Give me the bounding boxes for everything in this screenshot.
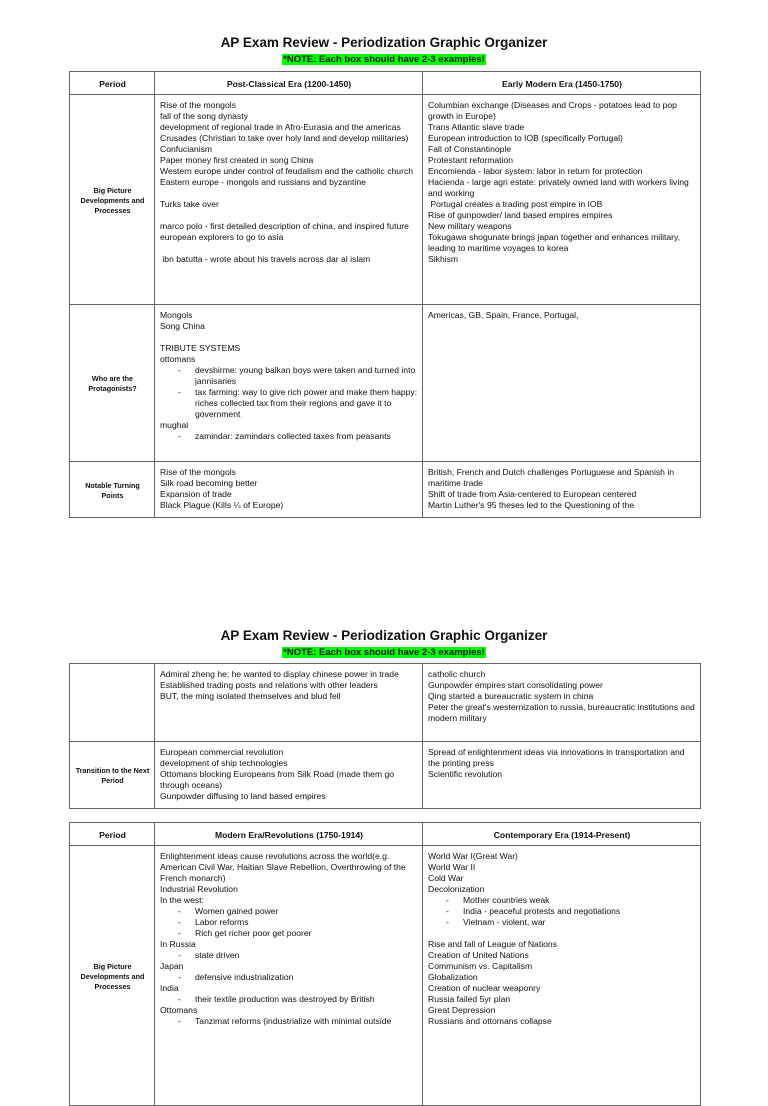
text-line: In Russia [160,939,196,949]
text-line: BUT, the ming isolated themselves and blud fell [160,691,341,701]
text-line: Decolonization [428,884,485,894]
text-line: Globalization [428,972,478,982]
row-label-protagonists: Who are the Protagonists? [70,305,155,462]
text-line: European commercial revolution [160,747,284,757]
bullet-item: - Rich get richer poor get poorer [160,928,418,939]
post-classical-turning-points [155,462,423,518]
text-line: Shift of trade from Asia-centered to European centered [428,489,637,499]
text-line: Trans Atlantic slave trade [428,122,525,132]
text-line: Ottomans blocking Europeans from Silk Road (made them go through oceans) [160,769,395,790]
early-modern-protagonists [423,305,701,462]
bullet-item: - defensive industrialization [160,972,418,983]
organizer-table-2-bottom [69,822,701,1106]
contemporary-era-lines [428,851,696,1027]
text-line: Scientific revolution [428,769,503,779]
text-line: Hacienda - large agri estate: privately owned land with workers living and working [428,177,689,198]
text-line: Turks take over [160,199,219,209]
text-line: Cold War [428,873,464,883]
page-1-note [0,54,768,65]
text-line: Eastern europe - mongols and russians and byzantine [160,177,366,187]
row-label-transition: Transition to the Next Period [70,742,155,809]
text-line: Communism vs. Capitalism [428,961,533,971]
text-line: Columbian exchange (Diseases and Crops - potatoes lead to pop growth in Europe) [428,100,677,121]
row-label-big-picture: Big Picture Developments and Processes [70,95,155,305]
text-line: Protestant reformation [428,155,514,165]
page-2-note [0,647,768,658]
period-header: Period [70,823,155,846]
period-header: Period [70,72,155,95]
bullet-item: - state driven [160,950,418,961]
text-line: Admiral zheng he; he wanted to display chinese power in trade [160,669,399,679]
text-line: Established trading posts and relations with other leaders [160,680,378,690]
note-highlight: *NOTE: Each box should have 2-3 examples! [283,54,485,65]
blank-line [160,243,418,254]
text-line: Creation of nuclear weaponry [428,983,541,993]
text-line: Rise of the mongols [160,100,236,110]
text-line: catholic church [428,669,486,679]
text-line: Peter the great's westernization to russia, bureaucratic institutions and modern military [428,702,695,723]
early-modern-big-picture [423,95,701,305]
text-line: World War II [428,862,476,872]
text-line: New military weapons [428,221,512,231]
post-classical-transition [155,742,423,809]
text-line: development of ship technologies [160,758,288,768]
text-line: Crusades (Christian to take over holy land and develop militaries) [160,133,409,143]
contemporary-era-big-picture [423,846,701,1106]
text-line: Fall of Constantinople [428,144,512,154]
post-classical-protagonists [155,305,423,462]
row-label-blank [70,664,155,742]
bullet-item: - Women gained power [160,906,418,917]
bullet-item: - their textile production was destroyed by British [160,994,418,1005]
text-line: Americas, GB, Spain, France, Portugal, [428,310,579,320]
text-line: Portugal creates a trading post empire in IOB [428,199,603,209]
text-line: Encomienda - labor system: labor in return for protection [428,166,643,176]
text-line: development of regional trade in Afro-Eurasia and the americas [160,122,401,132]
row-label-turning-points: Notable Turning Points [70,462,155,518]
blank-line [160,332,418,343]
text-line: Black Plague (Kills ¼ of Europe) [160,500,284,510]
row-label-big-picture: Big Picture Developments and Processes [70,846,155,1106]
post-classical-big-picture [155,95,423,305]
text-line: Creation of United Nations [428,950,529,960]
text-line: ibn batutta - wrote about his travels across dar al islam [160,254,371,264]
text-line: fall of the song dynasty [160,111,248,121]
organizer-table-2-top [69,663,701,809]
text-line: Western europe under control of feudalism and the catholic church [160,166,414,176]
text-line: Rise and fall of League of Nations [428,939,557,949]
text-line: Enlightenment ideas cause revolutions across the world(e.g. American Civil War, Haitian Slave Rebellion, Overthrowing of the French monarch) [160,851,406,883]
text-line: Expansion of trade [160,489,232,499]
text-line: Silk road becoming better [160,478,258,488]
text-line: Gunpowder empires start consolidating power [428,680,603,690]
blank-line [160,210,418,221]
text-line: Paper money first created in song China [160,155,314,165]
bullet-item: - Tanzimat reforms (industrialize with minimal outside [160,1016,418,1027]
text-line: Song China [160,321,205,331]
post-classical-header: Post-Classical Era (1200-1450) [155,72,423,95]
modern-era-header: Modern Era/Revolutions (1750-1914) [155,823,423,846]
text-line: ottomans [160,354,196,364]
text-line: mughal [160,420,189,430]
text-line: European introduction to IOB (specifically Portugal) [428,133,623,143]
text-line: marco polo - first detailed description of china, and inspired future european explorers to go to asia [160,221,409,242]
text-line: Sikhism [428,254,459,264]
text-line: Spread of enlightenment ideas via innovations in transportation and the printing press [428,747,685,768]
blank-line [428,928,696,939]
contemporary-era-header: Contemporary Era (1914-Present) [423,823,701,846]
bullet-item: - zamindar: zamindars collected taxes from peasants [160,431,418,442]
text-line: India [160,983,179,993]
early-modern-turning-points-cont [423,664,701,742]
text-line: Japan [160,961,184,971]
text-line: Russians and ottomans collapse [428,1016,552,1026]
text-line: Great Depression [428,1005,496,1015]
post-classical-turning-points-cont [155,664,423,742]
early-modern-turning-points [423,462,701,518]
blank-line [160,188,418,199]
note-highlight: *NOTE: Each box should have 2-3 examples! [283,647,485,658]
page-1-title: AP Exam Review - Periodization Graphic Organizer [220,35,548,50]
text-line: In the west: [160,895,204,905]
early-modern-header: Early Modern Era (1450-1750) [423,72,701,95]
text-line: British, French and Dutch challenges Portuguese and Spanish in maritime trade [428,467,675,488]
text-line: Russia failed 5yr plan [428,994,511,1004]
text-line: Industrial Revolution [160,884,238,894]
bullet-item: - India - peaceful protests and negotiations [428,906,696,917]
text-line: Mongols [160,310,193,320]
bullet-item: - Labor reforms [160,917,418,928]
bullet-item: - tax farming: way to give rich power and make them happy: riches collected tax from their regions and gave it to government [160,387,418,420]
bullet-item: - Vietnam - violent, war [428,917,696,928]
modern-era-big-picture [155,846,423,1106]
text-line: Rise of the mongols [160,467,236,477]
early-modern-transition [423,742,701,809]
text-line: Qing started a bureaucratic system in china [428,691,594,701]
text-line: World War I(Great War) [428,851,518,861]
bullet-item: - devshirme: young balkan boys were taken and turned into jannisaries [160,365,418,387]
text-line: Gunpowder diffusing to land based empires [160,791,326,801]
text-line: Martin Luther's 95 theses led to the Questioning of the [428,500,635,510]
page-2-title: AP Exam Review - Periodization Graphic Organizer [220,628,548,643]
text-line: TRIBUTE SYSTEMS [160,343,241,353]
text-line: Tokugawa shogunate brings japan together and enhances military, leading to maritime voyages to korea [428,232,681,253]
modern-era-lines [160,851,418,1027]
text-line: Confucianism [160,144,213,154]
text-line: Ottomans [160,1005,198,1015]
organizer-table-1 [69,71,701,518]
text-line: Rise of gunpowder/ land based empires empires [428,210,613,220]
bullet-item: - Mother countries weak [428,895,696,906]
